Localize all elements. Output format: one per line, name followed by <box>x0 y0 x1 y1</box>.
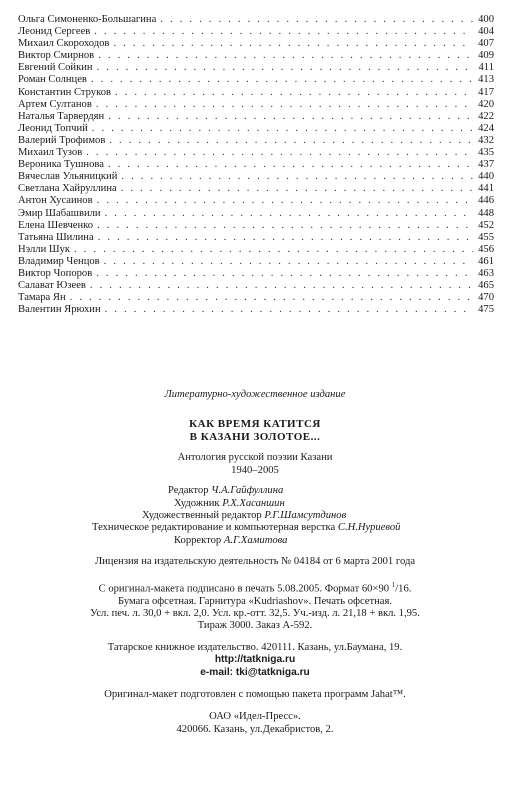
toc-page-number: 437 <box>478 159 494 171</box>
toc-leader-dots <box>96 268 473 280</box>
book-title-line-1: КАК ВРЕМЯ КАТИТСЯ <box>189 418 321 431</box>
toc-row <box>18 195 494 207</box>
toc-author-name: Татьяна Шилина <box>18 231 94 243</box>
toc-page-number: 411 <box>478 62 494 74</box>
toc-leader-dots <box>94 26 473 38</box>
credit-artist: Художник Р.Х.Хасаншин <box>174 497 285 509</box>
publisher-email: e-mail: tki@tatkniga.ru <box>200 666 310 678</box>
toc-leader-dots <box>113 38 473 50</box>
toc-author-name: Владимир Ченцов <box>18 255 100 267</box>
layout-note: Оригинал-макет подготовлен с помощью пакета программ Jahat™. <box>104 689 406 701</box>
toc-page-number: 475 <box>478 304 494 316</box>
toc-page-number: 463 <box>478 267 494 279</box>
toc-leader-dots <box>92 123 473 135</box>
toc-leader-dots <box>98 50 473 62</box>
toc-leader-dots <box>121 171 473 183</box>
toc-leader-dots <box>160 14 473 26</box>
toc-page-number: 400 <box>478 14 494 25</box>
toc-row <box>18 232 494 244</box>
toc-row <box>18 74 494 86</box>
toc-row <box>18 220 494 232</box>
toc-row <box>18 26 494 38</box>
table-of-contents <box>18 14 494 316</box>
toc-author-name: Михаил Скороходов <box>18 38 110 50</box>
print-info-line-2: Бумага офсетная. Гарнитура «Kudriashov». Печать офсетная. <box>118 595 392 607</box>
toc-leader-dots <box>74 244 473 256</box>
toc-author-name: Виктор Смирнов <box>18 50 95 62</box>
toc-row <box>18 244 494 256</box>
toc-row <box>18 50 494 62</box>
book-title-line-2: В КАЗАНИ ЗОЛОТОЕ... <box>189 431 321 444</box>
toc-leader-dots <box>90 280 473 292</box>
toc-page-number: 446 <box>478 195 494 207</box>
toc-author-name: Виктор Чопоров <box>18 267 93 279</box>
toc-author-name: Артем Султанов <box>18 98 92 110</box>
credit-editor: Редактор Ч.А.Гайфуллина <box>168 485 284 497</box>
toc-leader-dots <box>105 304 473 316</box>
credit-proofreader: Корректор А.Г.Хамитова <box>174 534 288 546</box>
toc-page-number: 407 <box>478 38 494 50</box>
toc-author-name: Роман Солнцев <box>18 74 87 86</box>
toc-leader-dots <box>104 256 473 268</box>
license-line: Лицензия на издательскую деятельность № 04184 от 6 марта 2001 года <box>94 556 416 568</box>
toc-author-name: Леонид Сергеев <box>18 26 91 38</box>
toc-leader-dots <box>91 74 473 86</box>
toc-author-name: Ольга Симоненко-Большагина <box>18 14 157 25</box>
toc-author-name: Нэлли Шук <box>18 243 71 255</box>
publisher-line: Татарское книжное издательство. 420111. Казань, ул.Бауманa, 19. <box>107 641 403 653</box>
toc-row <box>18 99 494 111</box>
toc-leader-dots <box>97 220 473 232</box>
toc-row <box>18 268 494 280</box>
toc-author-name: Евгений Сойкин <box>18 62 93 74</box>
toc-page-number: 440 <box>478 171 494 183</box>
toc-page-number: 448 <box>478 207 494 219</box>
print-info-line-3: Усл. печ. л. 30,0 + вкл. 2,0. Усл. кр.-отт. 32,5. Уч.-изд. л. 21,18 + вкл. 1,95. <box>90 608 420 619</box>
toc-leader-dots <box>96 99 473 111</box>
toc-leader-dots <box>121 183 473 195</box>
toc-row <box>18 135 494 147</box>
toc-leader-dots <box>108 111 473 123</box>
toc-row <box>18 280 494 292</box>
toc-leader-dots <box>97 195 473 207</box>
toc-row <box>18 256 494 268</box>
toc-author-name: Леонид Топчий <box>18 122 88 134</box>
toc-leader-dots <box>70 292 473 304</box>
toc-page-number: 465 <box>478 280 494 292</box>
toc-page-number: 432 <box>478 134 494 146</box>
toc-author-name: Валерий Трофимов <box>18 134 106 146</box>
toc-row <box>18 292 494 304</box>
toc-leader-dots <box>98 232 473 244</box>
toc-row <box>18 208 494 220</box>
toc-row <box>18 14 494 26</box>
toc-page-number: 470 <box>478 292 494 304</box>
toc-row <box>18 38 494 50</box>
toc-row <box>18 147 494 159</box>
book-subtitle: Антология русской поэзии Казани <box>177 452 333 464</box>
toc-row <box>18 171 494 183</box>
toc-row <box>18 87 494 99</box>
toc-leader-dots <box>97 62 473 74</box>
toc-author-name: Салават Юзеев <box>18 280 86 292</box>
toc-page-number: 452 <box>478 219 494 231</box>
toc-page-number: 424 <box>478 122 494 134</box>
toc-row <box>18 62 494 74</box>
toc-author-name: Константин Струков <box>18 86 111 98</box>
toc-author-name: Антон Хусаинов <box>18 195 93 207</box>
toc-author-name: Эмир Шабашвили <box>18 207 101 219</box>
book-years: 1940–2005 <box>231 464 279 476</box>
toc-author-name: Елена Шевченко <box>18 219 94 231</box>
credit-technical: Техническое редактирование и компьютерная верстка С.Н.Нуриевой <box>92 522 401 534</box>
toc-page-number: 455 <box>478 231 494 243</box>
toc-page-number: 420 <box>478 98 494 110</box>
toc-page-number: 435 <box>478 147 494 159</box>
toc-author-name: Валентин Ярюхин <box>18 304 101 316</box>
toc-page-number: 413 <box>478 74 494 86</box>
toc-leader-dots <box>109 135 473 147</box>
toc-leader-dots <box>105 208 473 220</box>
toc-leader-dots <box>115 87 473 99</box>
toc-author-name: Тамара Ян <box>18 292 66 304</box>
toc-author-name: Михаил Тузов <box>18 147 83 159</box>
publisher-url: http://tatkniga.ru <box>214 654 296 666</box>
toc-page-number: 456 <box>478 243 494 255</box>
toc-row <box>18 111 494 123</box>
printer-address: 420066. Казань, ул.Декабристов, 2. <box>176 723 334 735</box>
toc-page-number: 461 <box>478 255 494 267</box>
credits <box>0 485 510 547</box>
print-info-line-4: Тираж 3000. Заказ А-592. <box>197 620 313 632</box>
toc-row <box>18 304 494 316</box>
toc-row <box>18 159 494 171</box>
toc-page-number: 404 <box>478 26 494 38</box>
toc-leader-dots <box>108 159 473 171</box>
toc-row <box>18 183 494 195</box>
toc-author-name: Вероника Тушнова <box>18 159 104 171</box>
credit-art-editor: Художественный редактор Р.Г.Шамсутдинов <box>142 510 347 522</box>
toc-author-name: Наталья Тарвердян <box>18 110 105 122</box>
printer-name: ОАО «Идел-Пресс». <box>209 711 301 723</box>
toc-author-name: Светлана Хайруллина <box>18 183 117 195</box>
toc-author-name: Вячеслав Ульяницкий <box>18 171 118 183</box>
toc-leader-dots <box>86 147 473 159</box>
toc-page-number: 409 <box>478 50 494 62</box>
genre-line: Литературно-художественное издание <box>164 389 346 400</box>
toc-row <box>18 123 494 135</box>
print-info-line-1: С оригинал-макета подписано в печать 5.08.2005. Формат 60×90 $^1$/16. <box>98 580 412 595</box>
colophon <box>0 389 510 736</box>
toc-page-number: 417 <box>478 86 494 98</box>
toc-page-number: 441 <box>478 183 494 195</box>
toc-page-number: 422 <box>478 110 494 122</box>
